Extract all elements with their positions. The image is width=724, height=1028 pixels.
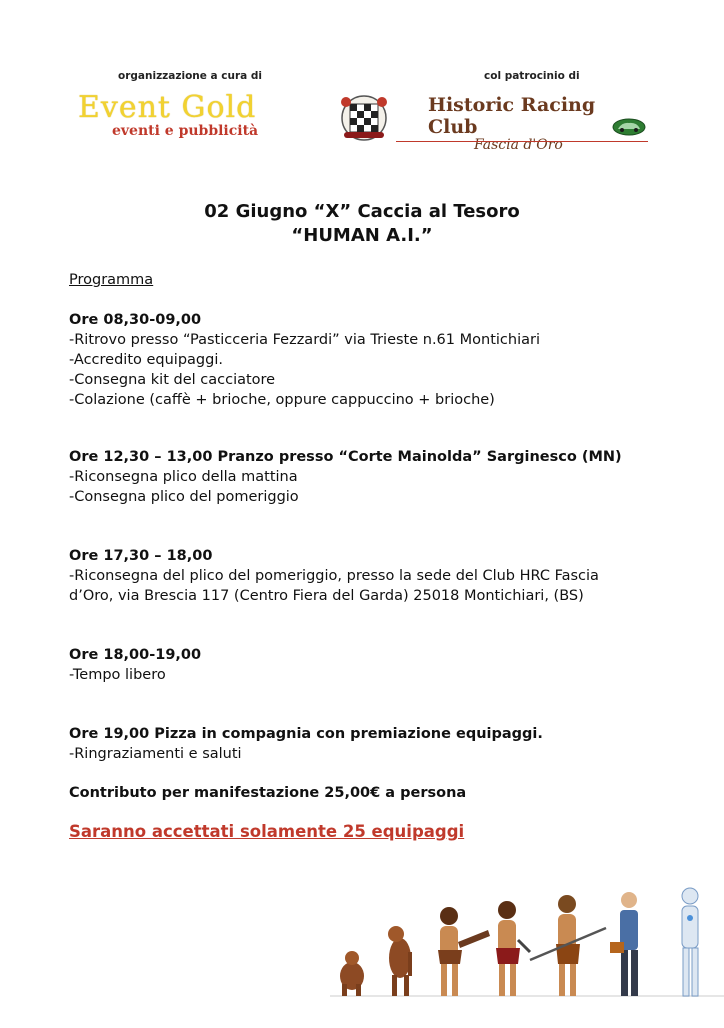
contribution-text: Contributo per manifestazione 25,00€ a persona <box>69 785 467 801</box>
section-line: -Consegna kit del cacciatore <box>69 372 276 388</box>
hrc-subtitle: Fascia d'Oro <box>474 137 563 153</box>
hrc-emblem-icon <box>334 92 394 144</box>
event-title: 02 Giugno “X” Caccia al Tesoro <box>204 201 520 222</box>
event-gold-logo <box>78 90 278 150</box>
event-gold-subtitle: eventi e pubblicità <box>112 123 259 139</box>
section-line: -Colazione (caffè + brioche, oppure cappuccino + brioche) <box>69 392 495 408</box>
section-morning <box>69 310 669 410</box>
event-gold-title: Event Gold <box>78 90 257 125</box>
hrc-logo <box>428 94 648 153</box>
limit-notice: Saranno accettati solamente 25 equipaggi <box>69 822 465 841</box>
sponsor-label: col patrocinio di <box>484 70 580 82</box>
section-line: -Tempo libero <box>69 667 166 683</box>
section-afternoon <box>69 546 669 606</box>
section-line: -Riconsegna del plico del pomeriggio, presso la sede del Club HRC Fascia <box>69 568 599 584</box>
section-dinner <box>69 724 669 764</box>
section-line: -Consegna plico del pomeriggio <box>69 489 299 505</box>
organizer-label: organizzazione a cura di <box>118 70 263 82</box>
evolution-illustration-icon <box>330 880 724 1024</box>
section-line: d’Oro, via Brescia 117 (Centro Fiera del Garda) 25018 Montichiari, (BS) <box>69 588 584 604</box>
hrc-title: Historic Racing Club <box>428 94 596 138</box>
section-time: Ore 18,00-19,00 <box>69 647 202 663</box>
section-line: -Ritrovo presso “Pasticceria Fezzardi” via Trieste n.61 Montichiari <box>69 332 540 348</box>
hrc-car-icon <box>612 118 646 140</box>
section-time: Ore 19,00 Pizza in compagnia con premiazione equipaggi. <box>69 726 543 742</box>
section-line: -Riconsegna plico della mattina <box>69 469 298 485</box>
hrc-underline <box>396 141 648 142</box>
section-line: -Accredito equipaggi. <box>69 352 223 368</box>
program-heading: Programma <box>69 272 154 288</box>
section-line: -Ringraziamenti e saluti <box>69 746 242 762</box>
section-time: Ore 17,30 – 18,00 <box>69 548 213 564</box>
section-time: Ore 12,30 – 13,00 Pranzo presso “Corte Mainolda” Sarginesco (MN) <box>69 449 622 465</box>
event-subtitle: “HUMAN A.I.” <box>291 225 433 246</box>
section-free-time <box>69 645 669 685</box>
section-lunch <box>69 447 669 507</box>
section-time: Ore 08,30-09,00 <box>69 312 202 328</box>
